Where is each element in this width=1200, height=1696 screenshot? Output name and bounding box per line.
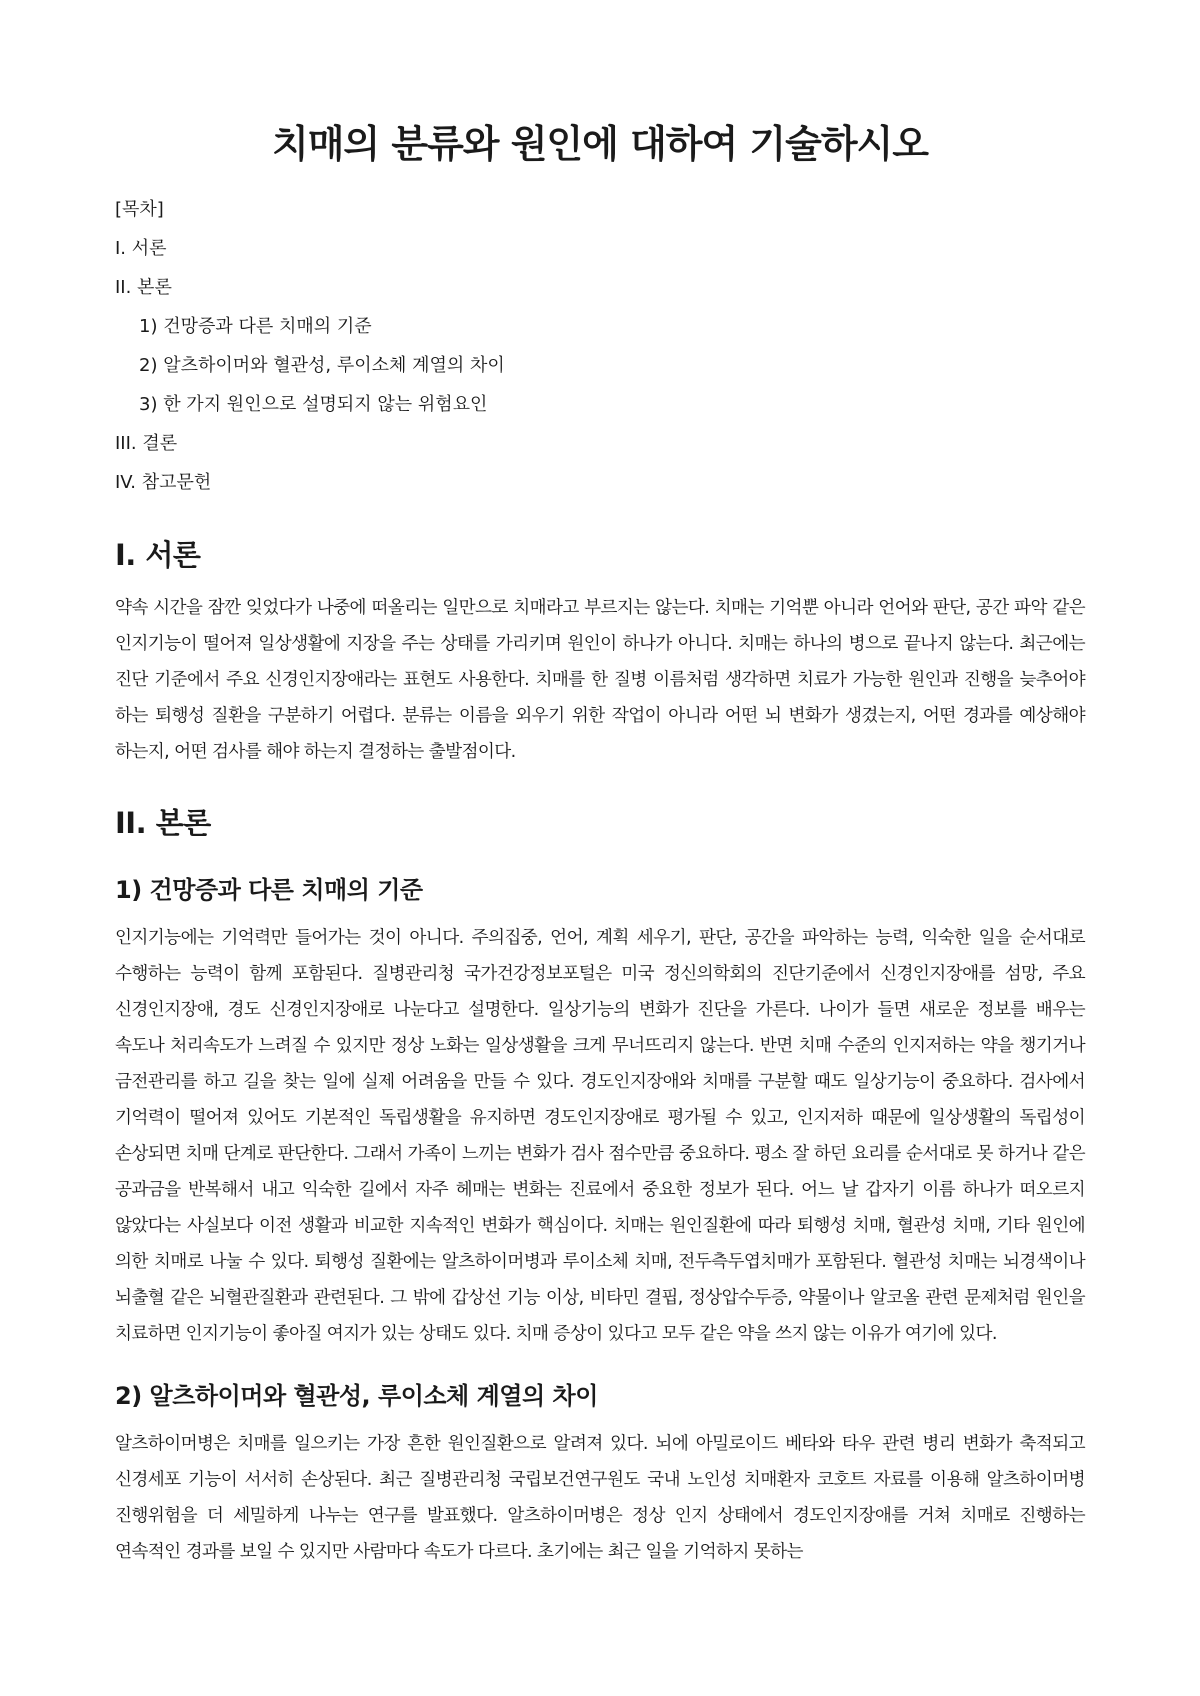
subsection-heading-types: 2) 알츠하이머와 혈관성, 루이소체 계열의 차이: [115, 1382, 598, 1410]
toc-item-body-2: 2) 알츠하이머와 혈관성, 루이소체 계열의 차이: [139, 355, 505, 376]
toc-item-body-3: 3) 한 가지 원인으로 설명되지 않는 위험요인: [139, 394, 488, 415]
section-heading-body: II. 본론: [115, 806, 211, 840]
criteria-paragraph: 인지기능에는 기억력만 들어가는 것이 아니다. 주의집중, 언어, 계획 세우기, 판단, 공간을 파악하는 능력, 익숙한 일을 순서대로 수행하는 능력이 함께 포함된다. 질병관리청 국가건강정보포털은 미국 정신의학회의 진단기준에서 신경인지장애를 섬망, 주요 신경인지장애, 경도 신경인지장애로 나눈다고 설명한다. 일상기능의 변화가 진단을 가른다. 나이가 들면 새로운 정보를 배우는 속도나 처리속도가 느려질 수 있지만 정상 노화는 일상생활을 크게 무너뜨리지 않는다. 반면 치매 수준의 인지저하는 약을 챙기거나 금전관리를 하고 길을 찾는 일에 실제 어려움을 만들 수 있다. 경도인지장애와 치매를 구분할 때도 일상기능이 중요하다. 검사에서 기억력이 떨어져 있어도 기본적인 독립생활을 유지하면 경도인지장애로 평가될 수 있고, 인지저하 때문에 일상생활의 독립성이 손상되면 치매 단계로 판단한다. 그래서 가족이 느끼는 변화가 검사 점수만큼 중요하다. 평소 잘 하던 요리를 순서대로 못 하거나 같은 공과금을 반복해서 내고 익숙한 길에서 자주 헤매는 변화는 진료에서 중요한 정보가 된다. 어느 날 갑자기 이름 하나가 떠오르지 않았다는 사실보다 이전 생활과 비교한 지속적인 변화가 핵심이다. 치매는 원인질환에 따라 퇴행성 치매, 혈관성 치매, 기타 원인에 의한 치매로 나눌 수 있다. 퇴행성 질환에는 알츠하이머병과 루이소체 치매, 전두측두엽치매가 포함된다. 혈관성 치매는 뇌경색이나 뇌출혈 같은 뇌혈관질환과 관련된다. 그 밖에 갑상선 기능 이상, 비타민 결핍, 정상압수두증, 약물이나 알코올 관련 문제처럼 원인을 치료하면 인지기능이 좋아질 여지가 있는 상태도 있다. 치매 증상이 있다고 모두 같은 약을 쓰지 않는 이유가 여기에 있다.: [115, 928, 1085, 1344]
section-heading-intro: I. 서론: [115, 538, 201, 572]
toc-item-body: II. 본론: [115, 277, 172, 298]
intro-paragraph: 약속 시간을 잠깐 잊었다가 나중에 떠올리는 일만으로 치매라고 부르지는 않는다. 치매는 기억뿐 아니라 언어와 판단, 공간 파악 같은 인지기능이 떨어져 일상생활에 지장을 주는 상태를 가리키며 원인이 하나가 아니다. 치매는 하나의 병으로 끝나지 않는다. 최근에는 진단 기준에서 주요 신경인지장애라는 표현도 사용한다. 치매를 한 질병 이름처럼 생각하면 치료가 가능한 원인과 진행을 늦추어야 하는 퇴행성 질환을 구분하기 어렵다. 분류는 이름을 외우기 위한 작업이 아니라 어떤 뇌 변화가 생겼는지, 어떤 경과를 예상해야 하는지, 어떤 검사를 해야 하는지 결정하는 출발점이다.: [115, 598, 1085, 762]
toc-heading: [목차]: [115, 199, 164, 220]
toc-item-intro: I. 서론: [115, 238, 167, 259]
subsection-heading-criteria: 1) 건망증과 다른 치매의 기준: [115, 876, 423, 904]
toc-item-conclusion: III. 결론: [115, 433, 178, 454]
table-of-contents: [115, 190, 1085, 502]
document-title: 치매의 분류와 원인에 대하여 기술하시오: [272, 122, 928, 166]
toc-item-references: IV. 참고문헌: [115, 472, 212, 493]
types-paragraph: 알츠하이머병은 치매를 일으키는 가장 흔한 원인질환으로 알려져 있다. 뇌에 아밀로이드 베타와 타우 관련 병리 변화가 축적되고 신경세포 기능이 서서히 손상된다. 최근 질병관리청 국립보건연구원도 국내 노인성 치매환자 코호트 자료를 이용해 알츠하이머병 진행위험을 더 세밀하게 나누는 연구를 발표했다. 알츠하이머병은 정상 인지 상태에서 경도인지장애를 거쳐 치매로 진행하는 연속적인 경과를 보일 수 있지만 사람마다 속도가 다르다. 초기에는 최근 일을 기억하지 못하는: [115, 1434, 1085, 1562]
toc-item-body-1: 1) 건망증과 다른 치매의 기준: [139, 316, 372, 337]
